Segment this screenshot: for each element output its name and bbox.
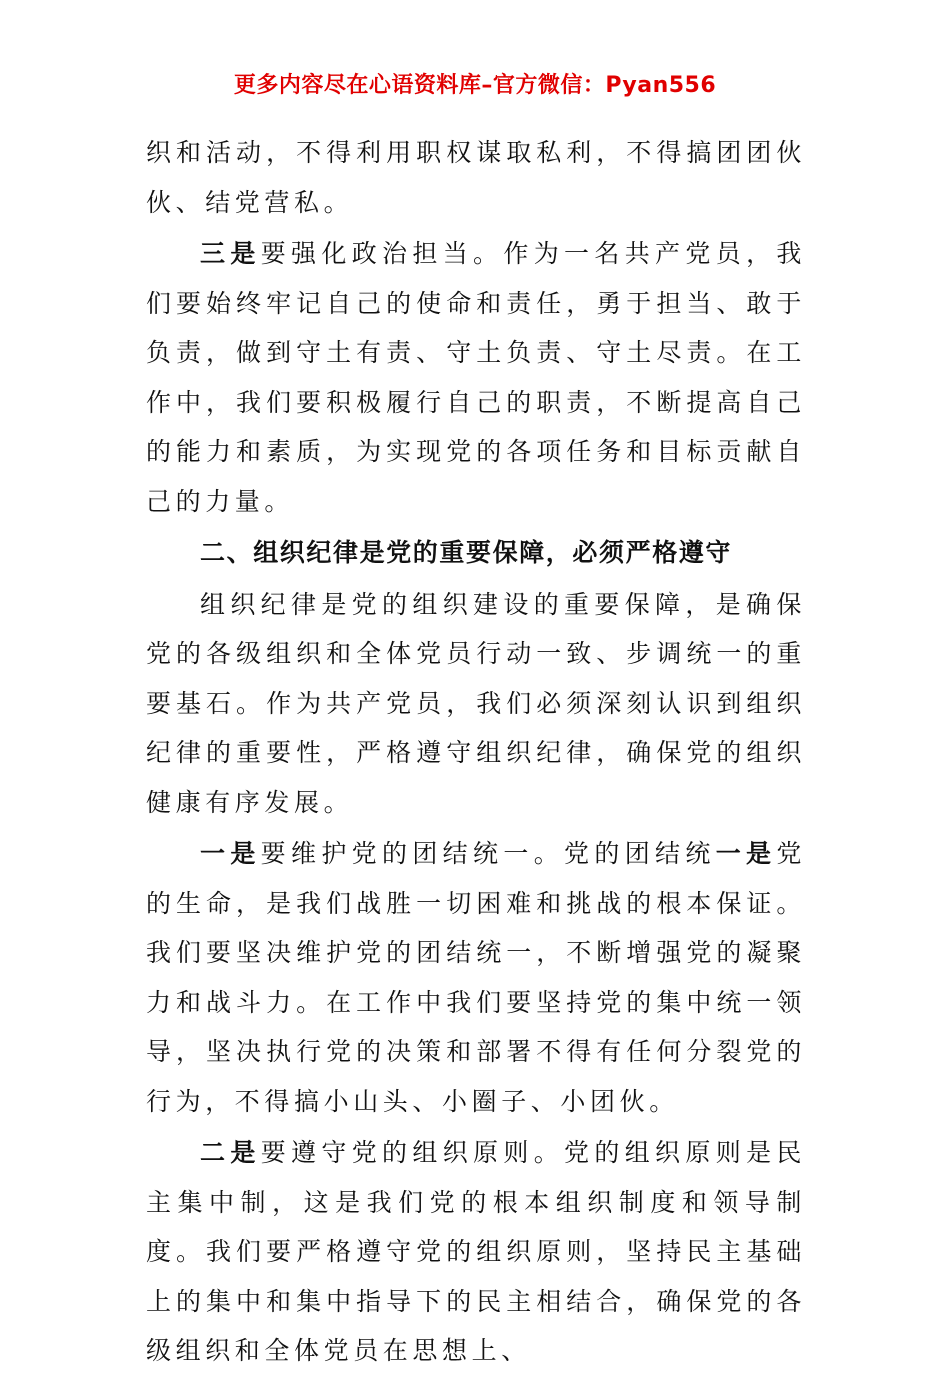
paragraph-intro	[146, 580, 806, 828]
paragraph-text: 党的生命，是我们战胜一切困难和挑战的根本保证。我们要坚决维护党的团结统一，不断增强党的凝聚力和战斗力。在工作中我们要坚持党的集中统一领导，坚决执行党的决策和部署不得有任何分裂党的行为，不得搞小山头、小圈子、小团伙。	[146, 839, 806, 1116]
paragraph-continuation	[146, 128, 806, 227]
paragraph-text: 织和活动，不得利用职权谋取私利，不得搞团团伙伙、结党营私。	[146, 138, 806, 217]
section-heading	[146, 528, 806, 578]
paragraph-text: 要遵守党的组织原则。党的组织原则是民主集中制，这是我们党的根本组织制度和领导制度。我们要严格遵守党的组织原则，坚持民主基础上的集中和集中指导下的民主相结合，确保党的各级组织和全体党员在思想上、	[146, 1138, 807, 1365]
section-heading-text: 二、组织纪律是党的重要保障，必须严格遵守	[200, 538, 733, 567]
paragraph-lead: 一是	[200, 839, 261, 868]
paragraph-second-point	[146, 1128, 806, 1376]
paragraph-lead: 三是	[200, 239, 261, 268]
paragraph-first-point	[146, 829, 806, 1126]
paragraph-third-point	[146, 229, 806, 526]
watermark-header: 更多内容尽在心语资料库–官方微信：Pyan556	[233, 73, 717, 98]
paragraph-lead: 二是	[200, 1138, 261, 1167]
paragraph-text: 组织纪律是党的组织建设的重要保障，是确保党的各级组织和全体党员行动一致、步调统一的重要基石。作为共产党员，我们必须深刻认识到组织纪律的重要性，严格遵守组织纪律，确保党的组织健康有序发展。	[146, 589, 806, 817]
paragraph-text: 要强化政治担当。作为一名共产党员，我们要始终牢记自己的使命和责任，勇于担当、敢于负责，做到守土有责、守土负责、守土尽责。在工作中，我们要积极履行自己的职责，不断提高自己的能力和素质，为实现党的各项任务和目标贡献自己的力量。	[146, 239, 807, 516]
paragraph-inline-bold: 一是	[715, 839, 777, 868]
paragraph-text: 要维护党的团结统一。党的团结统	[260, 839, 716, 868]
document-body	[146, 128, 806, 1378]
